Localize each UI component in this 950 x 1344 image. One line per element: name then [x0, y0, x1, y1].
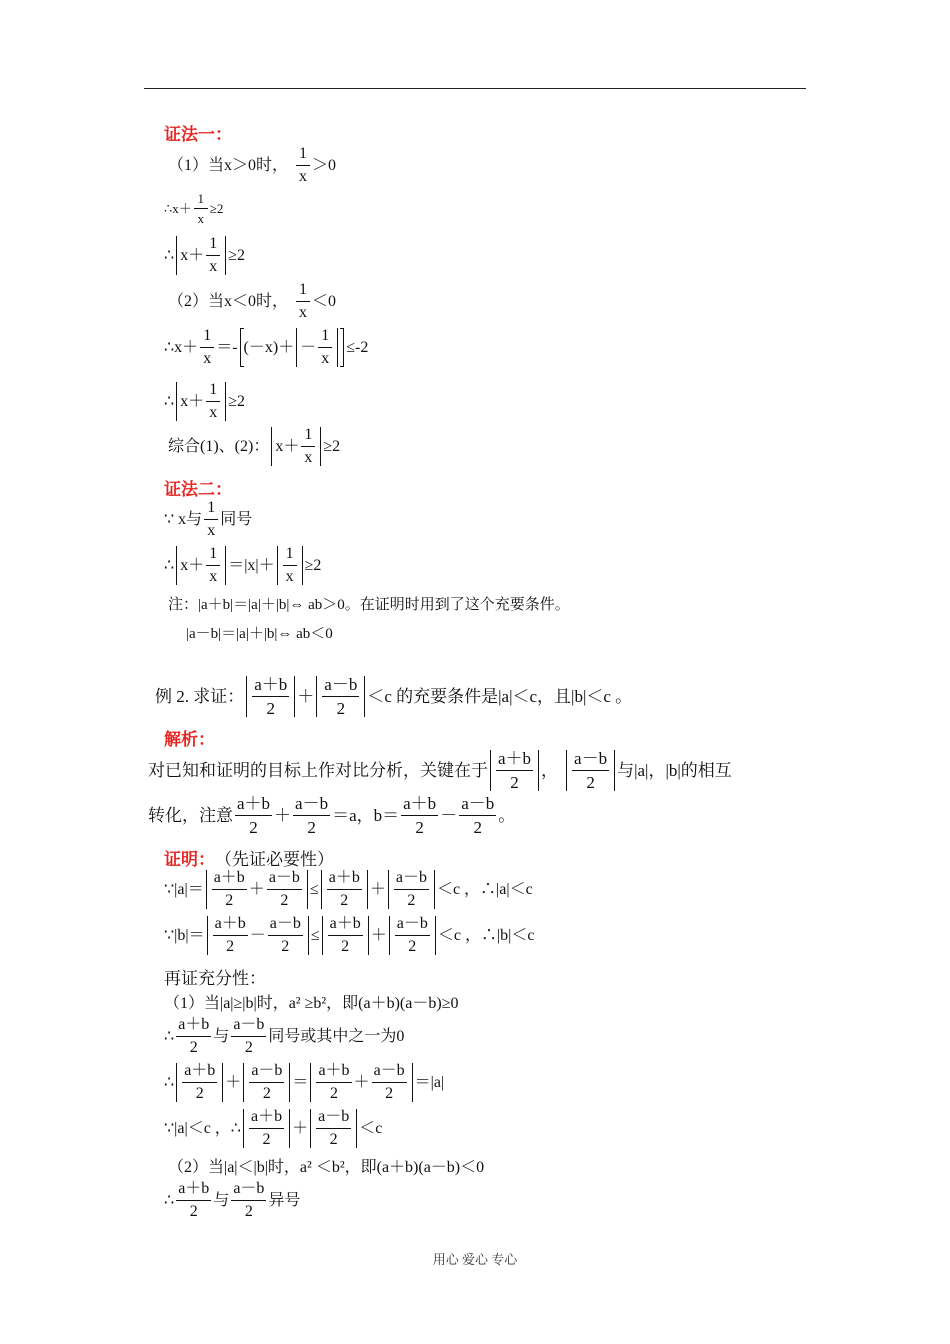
abs-expression: x＋ $\frac{1}{x}$: [271, 427, 321, 466]
sufficiency-case2: （2）当|a|＜|b|时，a² ＜b²，即(a＋b)(a－b)＜0: [168, 1159, 485, 1176]
frac-1-over-x: $\frac{1}{x}$: [194, 192, 208, 225]
analysis-heading: 解析：: [164, 730, 215, 749]
proof-heading-row: 证明： （先证必要性）: [164, 850, 334, 869]
proof2-heading: 证法二：: [164, 480, 232, 499]
sufficiency-line4: ∵|a|＜c ，∴ $\frac{a+b}{2}$ ＋ $\frac{a-b}{2}$ ＜c: [164, 1108, 383, 1148]
sufficiency-case1: （1）当|a|≥|b|时，a² ≥b²，即(a＋b)(a－b)≥0: [164, 995, 459, 1012]
analysis-line2: 转化，注意 $\frac{a+b}{2}$ ＋ $\frac{a-b}{2}$ ＝a，b＝ $\frac{a+b}{2}$ － $\frac{a-b}{2}$ 。: [148, 794, 516, 837]
proof1-case2: （2）当x＜0时， $\frac{1}{x}$ ＜0: [168, 281, 337, 321]
frac-1-over-x: $\frac{1}{x}$: [283, 546, 297, 585]
frac-1-over-x: $\frac{1}{x}$: [318, 328, 332, 367]
frac-1-over-x: $\frac{1}{x}$: [301, 427, 315, 466]
frac-1-over-x: $\frac{1}{x}$: [206, 546, 220, 585]
abs-expression: $\frac{a-b}{2}$: [566, 750, 615, 791]
example2-statement: 例 2. 求证： $\frac{a+b}{2}$ ＋ $\frac{a-b}{2}$ ＜c 的充要条件是|a|＜c，且|b|＜c 。: [155, 675, 633, 718]
analysis-line1: 对已知和证明的目标上作对比分析，关键在于 $\frac{a+b}{2}$ ， $\frac{a-b}{2}$ 与|a|，|b|的相互: [148, 749, 732, 792]
proof-heading: 证明：: [164, 850, 215, 869]
abs-expression: $\frac{a-b}{2}$: [316, 676, 365, 717]
frac-1-over-x: $\frac{1}{x}$: [206, 236, 220, 275]
proof1-combine: 综合(1)、(2)： x＋ $\frac{1}{x}$ ≥2: [168, 426, 341, 466]
proof1-line5: ∴x＋ $\frac{1}{x}$ ＝- (－x) ＋ － $\frac{1}{x}$ ≤-2: [164, 327, 369, 367]
proof1-heading: 证法一：: [164, 125, 232, 144]
frac-1-over-x: $\frac{1}{x}$: [204, 500, 218, 539]
bracket-expression: (－x) ＋ － $\frac{1}{x}$: [240, 328, 345, 367]
abs-expression: [277, 546, 303, 585]
proof2-note1: 注：|a＋b|＝|a|＋|b|⇔ ab＞0。在证明时用到了这个充要条件。: [168, 597, 570, 613]
case1-text: （1）当x＞0时，: [168, 156, 289, 174]
case1-cond: ＞0: [312, 156, 337, 174]
proof1-case1: [168, 146, 336, 185]
page-footer: 用心 爱心 专心: [432, 1252, 518, 1267]
proof2-line2: ∴ x＋ $\frac{1}{x}$ ＝|x|＋ $\frac{1}{x}$ ≥2: [164, 545, 322, 585]
abs-expression: x＋ $\frac{1}{x}$: [176, 546, 226, 585]
frac-1-over-x: $\frac{1}{x}$: [206, 382, 220, 421]
necessity-line1: ∵|a|＝ $\frac{a+b}{2}$ ＋ $\frac{a-b}{2}$ ≤ $\frac{a+b}{2}$ ＋ $\frac{a-b}{2}$ ＜c ，∴|a|＜c: [164, 869, 533, 909]
sufficiency-line3: ∴ $\frac{a+b}{2}$ ＋ $\frac{a-b}{2}$ ＝ $\frac{a+b}{2}$ ＋ $\frac{a-b}{2}$ ＝|a|: [164, 1062, 445, 1102]
sufficiency-line6: ∴ $\frac{a+b}{2}$ 与 $\frac{a-b}{2}$ 异号: [164, 1180, 301, 1220]
abs-expression: x＋ $\frac{1}{x}$: [176, 236, 226, 275]
sufficiency-heading: 再证充分性：: [164, 969, 266, 988]
proof1-line3: ∴ x＋ $\frac{1}{x}$ ≥2: [164, 235, 245, 275]
frac-1-over-x: $\frac{1}{x}$: [200, 328, 214, 367]
proof2-note2: |a－b|＝|a|＋|b|⇔ ab＜0: [186, 626, 333, 642]
proof2-line1: ∵ x与 $\frac{1}{x}$ 同号: [164, 499, 253, 539]
proof1-line6: ∴ x＋ $\frac{1}{x}$ ≥2: [164, 381, 245, 421]
frac-1-over-x: $\frac{1}{x}$: [296, 146, 310, 185]
proof1-line2: ∴x＋ $\frac{1}{x}$ ≥2: [164, 191, 224, 226]
abs-expression: $\frac{a+b}{2}$: [490, 750, 539, 791]
sufficiency-line2: ∴ $\frac{a+b}{2}$ 与 $\frac{a-b}{2}$ 同号或其中之一为0: [164, 1016, 405, 1056]
abs-expression: x＋ $\frac{1}{x}$: [176, 382, 226, 421]
necessity-line2: ∵|b|＝ $\frac{a+b}{2}$ － $\frac{a-b}{2}$ ≤ $\frac{a+b}{2}$ ＋ $\frac{a-b}{2}$ ＜c ，∴|b|＜c: [164, 915, 535, 955]
frac-1-over-x: $\frac{1}{x}$: [296, 282, 310, 321]
header-rule: [144, 88, 806, 89]
abs-expression: $\frac{a+b}{2}$: [246, 676, 295, 717]
